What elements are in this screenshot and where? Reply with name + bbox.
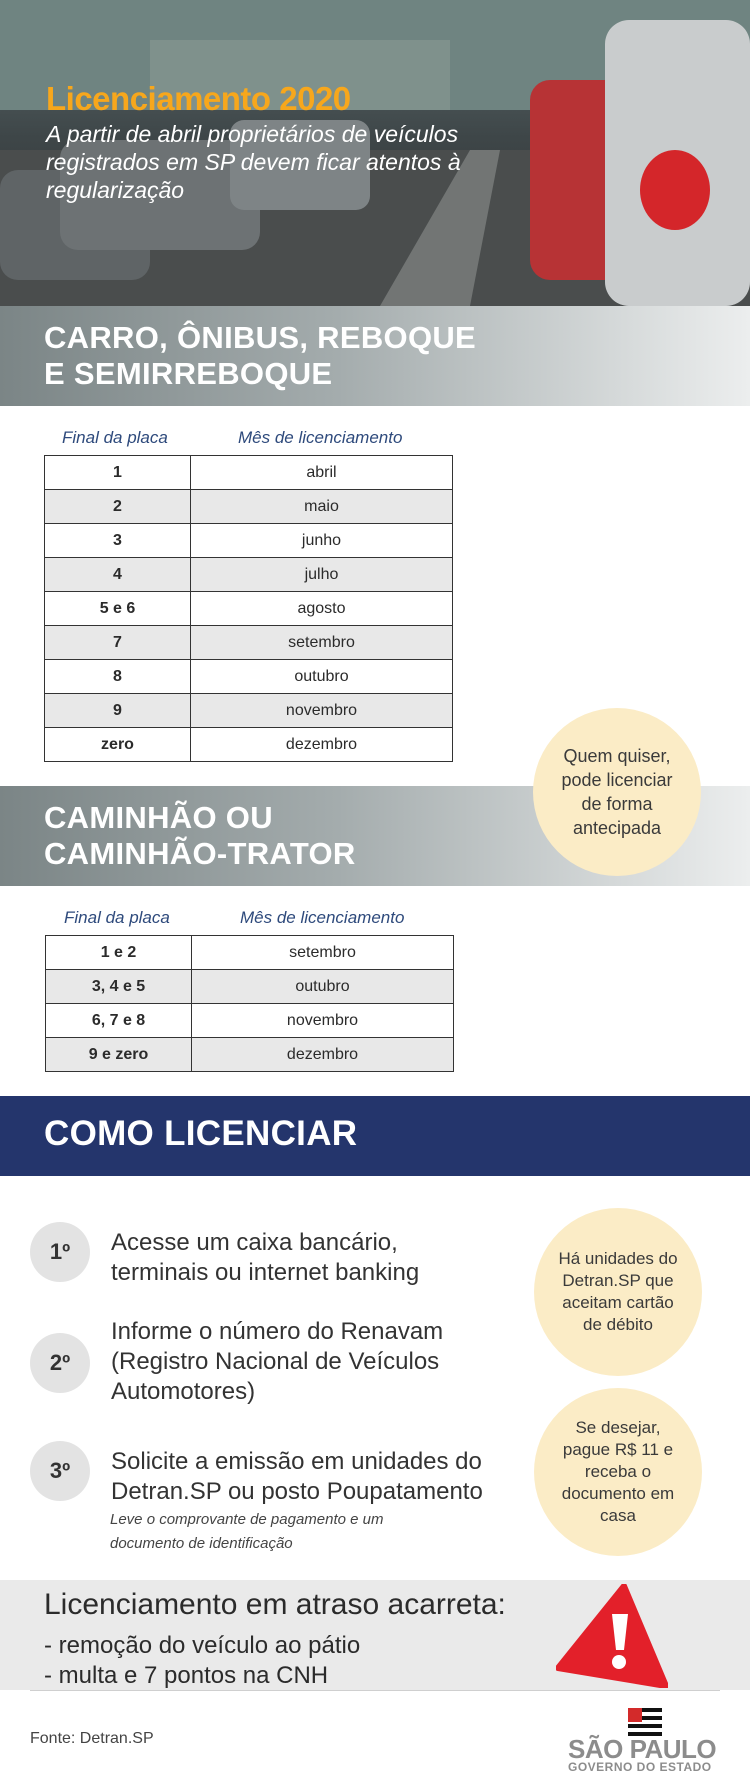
hero-banner — [0, 0, 750, 306]
schedule-table-carro — [44, 455, 453, 762]
month-cell: setembro — [191, 626, 453, 660]
hero-subtitle: A partir de abril proprietários de veículos registrados em SP devem ficar atentos à regularização — [46, 121, 461, 203]
como-licenciar-header — [0, 1096, 750, 1176]
plate-cell: 2 — [45, 490, 191, 524]
step-line: Solicite a emissão em unidades do — [111, 1448, 482, 1475]
month-cell: novembro — [191, 694, 453, 728]
plate-cell: 4 — [45, 558, 191, 592]
plate-cell: 1 e 2 — [46, 936, 192, 970]
section-title-line2: CAMINHÃO-TRATOR — [44, 836, 356, 871]
warning-title: Licenciamento em atraso acarreta: — [44, 1588, 506, 1621]
month-cell: dezembro — [192, 1038, 454, 1072]
hero-title: Licenciamento 2020 — [46, 80, 351, 117]
month-cell: agosto — [191, 592, 453, 626]
table-row — [45, 490, 453, 524]
step-number-3: 3º — [30, 1441, 90, 1501]
note-line: Leve o comprovante de pagamento e um — [110, 1511, 384, 1528]
plate-cell: 3 — [45, 524, 191, 558]
warning-panel — [0, 1580, 750, 1690]
column-header-plate: Final da placa — [62, 428, 168, 447]
table-row — [46, 970, 454, 1004]
plate-cell: 5 e 6 — [45, 592, 191, 626]
table-row — [46, 1004, 454, 1038]
warning-item: - remoção do veículo ao pátio — [44, 1632, 361, 1659]
info-bubble-antecipada: Quem quiser, pode licenciar de forma antecipada — [533, 708, 701, 876]
month-cell: abril — [191, 456, 453, 490]
note-line: documento de identificação — [110, 1535, 293, 1552]
plate-cell: zero — [45, 728, 191, 762]
month-cell: setembro — [192, 936, 454, 970]
plate-cell: 1 — [45, 456, 191, 490]
section-band-carro — [0, 306, 750, 406]
month-cell: maio — [191, 490, 453, 524]
table-row — [45, 728, 453, 762]
warning-triangle-icon — [556, 1584, 668, 1688]
step-line: terminais ou internet banking — [111, 1259, 420, 1286]
plate-cell: 6, 7 e 8 — [46, 1004, 192, 1038]
step-line: Informe o número do Renavam — [111, 1318, 444, 1345]
table-row — [45, 456, 453, 490]
table-row — [46, 936, 454, 970]
step-line: Acesse um caixa bancário, — [111, 1229, 398, 1256]
footer-divider — [30, 1690, 720, 1691]
table-row — [45, 558, 453, 592]
plate-cell: 7 — [45, 626, 191, 660]
section-title-line1: CAMINHÃO OU — [44, 800, 273, 835]
step-3-text — [111, 1447, 483, 1507]
source-credit: Fonte: Detran.SP — [30, 1730, 154, 1747]
section-title-line2: E SEMIRREBOQUE — [44, 356, 333, 391]
month-cell: novembro — [192, 1004, 454, 1038]
column-header-month: Mês de licenciamento — [240, 908, 405, 927]
month-cell: junho — [191, 524, 453, 558]
step-number-2: 2º — [30, 1333, 90, 1393]
month-cell: outubro — [191, 660, 453, 694]
table-row — [45, 694, 453, 728]
step-line: (Registro Nacional de Veículos — [111, 1348, 440, 1375]
warning-item: - multa e 7 pontos na CNH — [44, 1662, 329, 1689]
column-header-plate: Final da placa — [64, 908, 170, 927]
step-2-text — [111, 1317, 443, 1407]
schedule-table-caminhao — [45, 935, 454, 1072]
step-number-1: 1º — [30, 1222, 90, 1282]
plate-cell: 9 e zero — [46, 1038, 192, 1072]
month-cell: julho — [191, 558, 453, 592]
plate-cell: 9 — [45, 694, 191, 728]
table-row — [45, 660, 453, 694]
plate-cell: 8 — [45, 660, 191, 694]
month-cell: outubro — [192, 970, 454, 1004]
column-header-month: Mês de licenciamento — [238, 428, 403, 447]
governo-sp-logo — [562, 1708, 722, 1774]
logo-name: SÃO PAULO — [568, 1734, 717, 1764]
table-row — [45, 524, 453, 558]
step-3-note — [110, 1508, 384, 1556]
table-row — [46, 1038, 454, 1072]
table-row — [45, 592, 453, 626]
table-row — [45, 626, 453, 660]
como-licenciar-title: COMO LICENCIAR — [44, 1114, 358, 1153]
step-line: Detran.SP ou posto Poupatamento — [111, 1478, 483, 1505]
step-line: Automotores) — [111, 1378, 256, 1405]
step-1-text — [111, 1228, 419, 1288]
info-bubble-casa: Se desejar, pague R$ 11 e receba o documento em casa — [534, 1388, 702, 1556]
logo-subtitle: GOVERNO DO ESTADO — [568, 1760, 712, 1774]
sp-flag-icon — [628, 1708, 662, 1736]
plate-cell: 3, 4 e 5 — [46, 970, 192, 1004]
info-bubble-cartao: Há unidades do Detran.SP que aceitam cartão de débito — [534, 1208, 702, 1376]
section-title-line1: CARRO, ÔNIBUS, REBOQUE — [44, 320, 477, 355]
month-cell: dezembro — [191, 728, 453, 762]
